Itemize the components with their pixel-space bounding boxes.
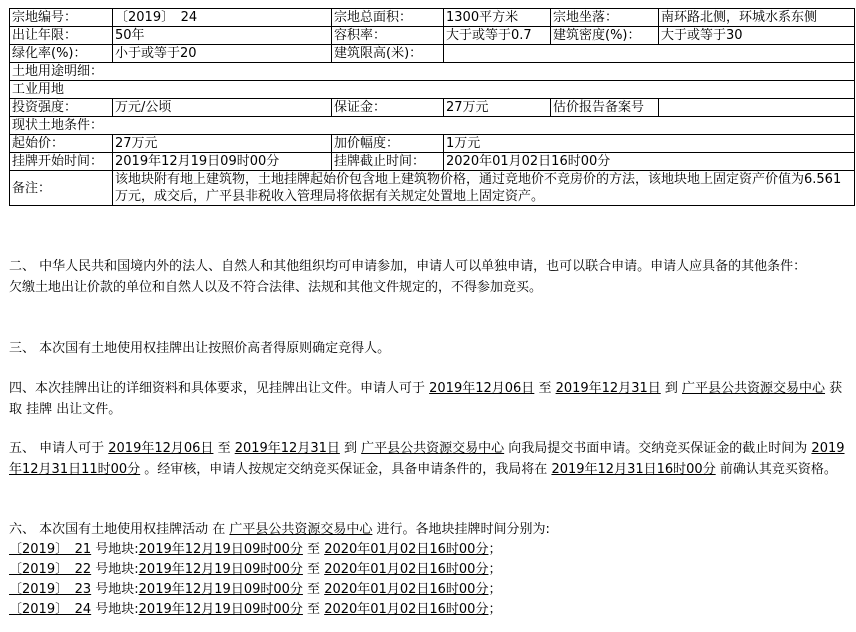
- end-time[interactable]: 2020年01月02日16时00分: [324, 602, 489, 617]
- land-use-detail-value: 工业用地: [10, 81, 855, 99]
- land-condition-label: 现状土地条件：: [10, 117, 855, 135]
- section-text: 六、 本次国有土地使用权挂牌活动 在: [9, 522, 230, 537]
- table-row: [10, 117, 855, 135]
- schedule-text: 号地块:: [91, 582, 139, 597]
- parcel-no[interactable]: 〔2019〕 23: [9, 582, 92, 597]
- land-use-detail-label: 土地用途明细：: [10, 63, 855, 81]
- deposit-label: 保证金：: [332, 99, 444, 117]
- venue-link[interactable]: 广平县公共资源交易中心: [229, 522, 373, 537]
- table-row: [10, 99, 855, 117]
- deposit-value: 27万元: [444, 99, 551, 117]
- date-link[interactable]: 2019年12月31日: [555, 381, 661, 396]
- plot-ratio-label: 容积率：: [332, 27, 444, 45]
- section-text: 进行。各地块挂牌时间分别为:: [372, 522, 550, 537]
- end-time[interactable]: 2020年01月02日16时00分: [324, 562, 489, 577]
- parcel-no[interactable]: 〔2019〕 22: [9, 562, 92, 577]
- start-price-label: 起始价：: [10, 135, 113, 153]
- section-text: 。经审核，申请人按规定交纳竞买保证金，具备申请条件的，我局将在: [140, 462, 552, 477]
- date-link[interactable]: 2019年12月31日16时00分: [551, 462, 716, 477]
- listing-end-label: 挂牌截止时间：: [332, 153, 444, 171]
- remarks-value: 该地块附有地上建筑物，土地挂牌起始价包含地上建筑物价格，通过竞地价不竞房价的方法，该地块地上固定资产价值为6.561万元，成交后，广平县非税收入管理局将依据有关规定处置地上固定资产。: [113, 171, 855, 206]
- schedule-line: [9, 580, 849, 600]
- end-time[interactable]: 2020年01月02日16时00分: [324, 542, 489, 557]
- listing-start-label: 挂牌开始时间：: [10, 153, 113, 171]
- table-row: [10, 153, 855, 171]
- section-text: 到: [660, 381, 683, 396]
- start-price-value: 27万元: [113, 135, 332, 153]
- table-row: [10, 27, 855, 45]
- investment-value: 万元/公顷: [113, 99, 332, 117]
- parcel-no-label: 宗地编号：: [10, 9, 113, 27]
- date-link[interactable]: 2019年12月06日: [108, 441, 214, 456]
- listing-start-value: 2019年12月19日09时00分: [113, 153, 332, 171]
- start-time[interactable]: 2019年12月19日09时00分: [138, 542, 303, 557]
- venue-link[interactable]: 广平县公共资源交易中心: [361, 441, 505, 456]
- plot-ratio-value: 大于或等于0.7: [444, 27, 551, 45]
- section-text: 到: [339, 441, 362, 456]
- listing-end-value: 2020年01月02日16时00分: [444, 153, 855, 171]
- term-label: 出让年限：: [10, 27, 113, 45]
- schedule-text: ；: [488, 562, 502, 577]
- term-value: 50年: [113, 27, 332, 45]
- start-time[interactable]: 2019年12月19日09时00分: [138, 582, 303, 597]
- venue-link[interactable]: 广平县公共资源交易中心: [682, 381, 826, 396]
- end-time[interactable]: 2020年01月02日16时00分: [324, 582, 489, 597]
- section-text: 至: [213, 441, 235, 456]
- section-3-text: 三、 本次国有土地使用权挂牌出让按照价高者得原则确定竞得人。: [9, 341, 391, 356]
- date-link[interactable]: 2019年12月31日11时00分: [9, 441, 845, 477]
- height-limit-value: [444, 45, 855, 63]
- total-area-label: 宗地总面积：: [332, 9, 444, 27]
- schedule-text: ；: [488, 542, 502, 557]
- schedule-text: 至: [302, 582, 325, 597]
- section-4: [9, 378, 849, 420]
- section-text: 前确认其竞买资格。: [715, 462, 837, 477]
- schedule-text: 号地块:: [91, 562, 139, 577]
- land-info-table: [9, 8, 855, 206]
- table-row: [10, 45, 855, 63]
- section-2-text: 欠缴土地出让价款的单位和自然人以及不符合法律、法规和其他文件规定的，不得参加竞买。: [9, 280, 543, 295]
- location-value: 南环路北侧，环城水系东侧: [659, 9, 855, 27]
- start-time[interactable]: 2019年12月19日09时00分: [138, 602, 303, 617]
- total-area-value: 1300平方米: [444, 9, 551, 27]
- table-row: [10, 9, 855, 27]
- start-time[interactable]: 2019年12月19日09时00分: [138, 562, 303, 577]
- increment-label: 加价幅度：: [332, 135, 444, 153]
- schedule-text: 至: [302, 602, 325, 617]
- schedule-line: [9, 540, 849, 560]
- parcel-no-value: 〔2019〕 24: [113, 9, 332, 27]
- parcel-no[interactable]: 〔2019〕 21: [9, 542, 92, 557]
- density-value: 大于或等于30: [659, 27, 855, 45]
- date-link[interactable]: 2019年12月31日: [234, 441, 340, 456]
- table-row: [10, 135, 855, 153]
- schedule-text: 号地块:: [91, 542, 139, 557]
- increment-value: 1万元: [444, 135, 855, 153]
- schedule-text: ；: [488, 602, 502, 617]
- schedule-text: ；: [488, 582, 502, 597]
- section-2-text: 二、 中华人民共和国境内外的法人、自然人和其他组织均可申请参加，申请人可以单独申请，也可以联合申请。申请人应具备的其他条件：: [9, 259, 807, 274]
- section-text: 四、本次挂牌出让的详细资料和具体要求，见挂牌出让文件。申请人可于: [9, 381, 430, 396]
- table-row: [10, 81, 855, 99]
- section-3: [9, 338, 849, 359]
- section-text: 向我局提交书面申请。交纳竞买保证金的截止时间为: [504, 441, 812, 456]
- remarks-label: 备注：: [10, 171, 113, 206]
- location-label: 宗地坐落：: [551, 9, 659, 27]
- green-rate-value: 小于或等于20: [113, 45, 332, 63]
- density-label: 建筑密度(%)：: [551, 27, 659, 45]
- investment-label: 投资强度：: [10, 99, 113, 117]
- section-text: 五、 申请人可于: [9, 441, 109, 456]
- appraisal-value: [659, 99, 855, 117]
- height-limit-label: 建筑限高(米)：: [332, 45, 444, 63]
- green-rate-label: 绿化率(%)：: [10, 45, 113, 63]
- section-5: [9, 438, 849, 480]
- section-text: 获取 挂牌 出让文件。: [9, 381, 843, 417]
- appraisal-label: 估价报告备案号: [551, 99, 659, 117]
- section-2: [9, 256, 849, 298]
- schedule-line: [9, 600, 849, 620]
- section-6: [9, 520, 849, 620]
- schedule-text: 号地块:: [91, 602, 139, 617]
- table-row: [10, 171, 855, 206]
- schedule-text: 至: [302, 562, 325, 577]
- parcel-no[interactable]: 〔2019〕 24: [9, 602, 92, 617]
- section-text: 至: [534, 381, 556, 396]
- schedule-text: 至: [302, 542, 325, 557]
- schedule-line: [9, 560, 849, 580]
- table-row: [10, 63, 855, 81]
- date-link[interactable]: 2019年12月06日: [429, 381, 535, 396]
